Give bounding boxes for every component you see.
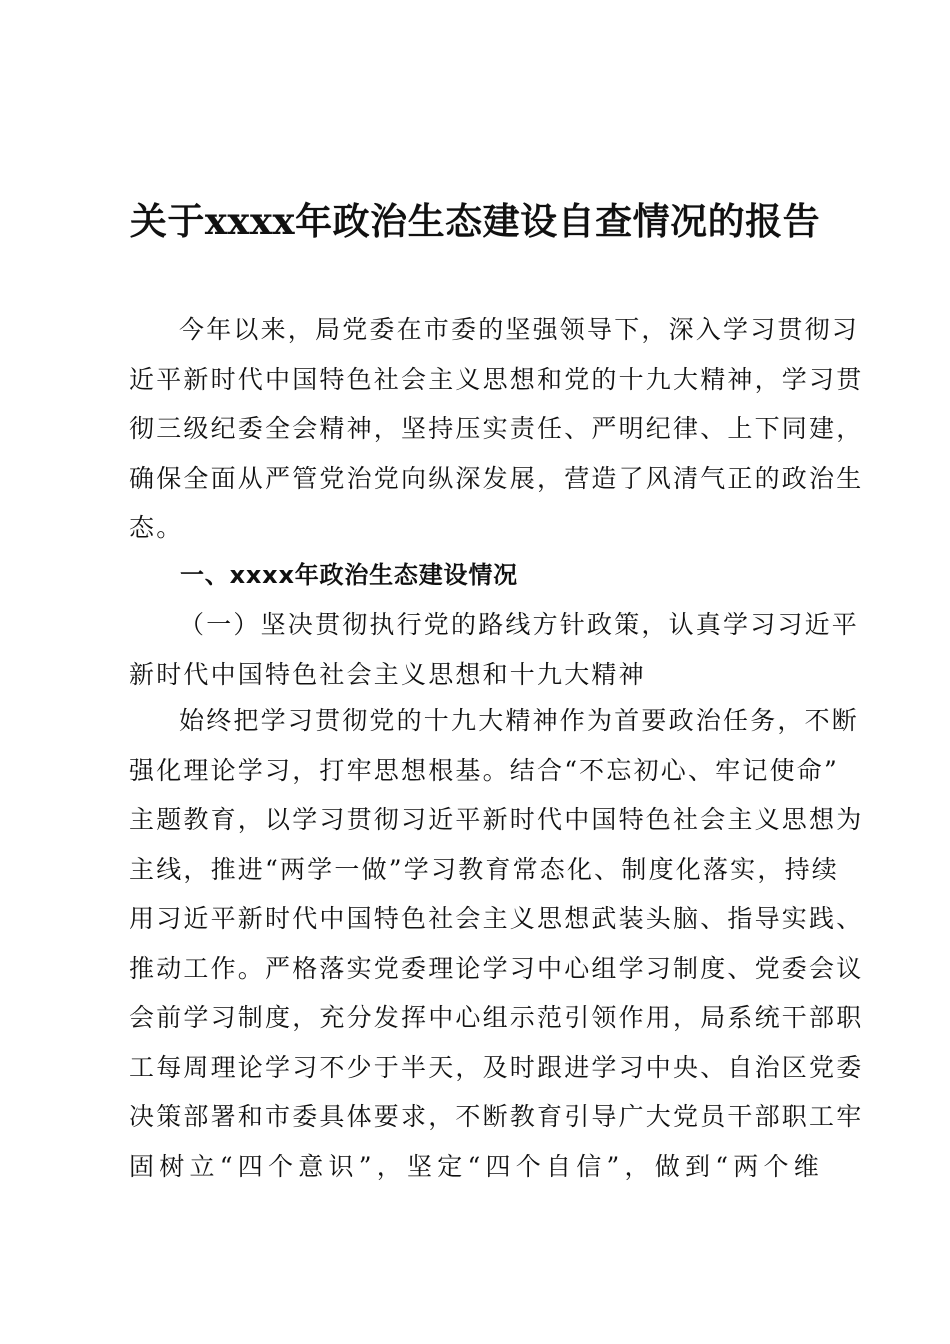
- text-line: 近平新时代中国特色社会主义思想和党的十九大精神，学习贯: [129, 364, 864, 394]
- text-line: 态。: [129, 513, 184, 542]
- text-line: 推动工作。严格落实党委理论学习中心组学习制度、党委会议: [129, 953, 864, 983]
- text-line: 始终把学习贯彻党的十九大精神作为首要政治任务，不断: [179, 706, 860, 735]
- text-line: 今年以来，局党委在市委的坚强领导下，深入学习贯彻习: [179, 315, 860, 344]
- text-line: 强化理论学习，打牢思想根基。结合“不忘初心、牢记使命”: [129, 755, 839, 785]
- text-line: 新时代中国特色社会主义思想和十九大精神: [129, 659, 646, 689]
- text-line: （一）坚决贯彻执行党的路线方针政策，认真学习习近平: [179, 610, 860, 639]
- document-title: 关于xxxx年政治生态建设自查情况的报告: [129, 199, 821, 243]
- text-line: 主题教育，以学习贯彻习近平新时代中国特色社会主义思想为: [129, 805, 864, 834]
- text-line: 会前学习制度，充分发挥中心组示范引领作用，局系统干部职: [129, 1003, 864, 1032]
- body-paragraph: [129, 696, 864, 1191]
- text-line: 彻三级纪委全会精神，坚持压实责任、严明纪律、上下同建，: [129, 414, 864, 443]
- text-line: 工每周理论学习不少于半天，及时跟进学习中央、自治区党委: [129, 1052, 864, 1082]
- subsection-heading: [129, 600, 860, 699]
- text-line: 用习近平新时代中国特色社会主义思想武装头脑、指导实践、: [129, 904, 864, 933]
- intro-paragraph: [129, 305, 864, 553]
- text-line: 主线，推进“两学一做”学习教育常态化、制度化落实，持续: [129, 854, 839, 884]
- text-line: 固树立“四个意识”，坚定“四个自信”，做到“两个维: [129, 1151, 821, 1181]
- text-line: 确保全面从严管党治党向纵深发展，营造了风清气正的政治生: [129, 463, 864, 493]
- text-line: 决策部署和市委具体要求，不断教育引导广大党员干部职工牢: [129, 1102, 864, 1131]
- section-heading: 一、xxxx年政治生态建设情况: [180, 561, 518, 589]
